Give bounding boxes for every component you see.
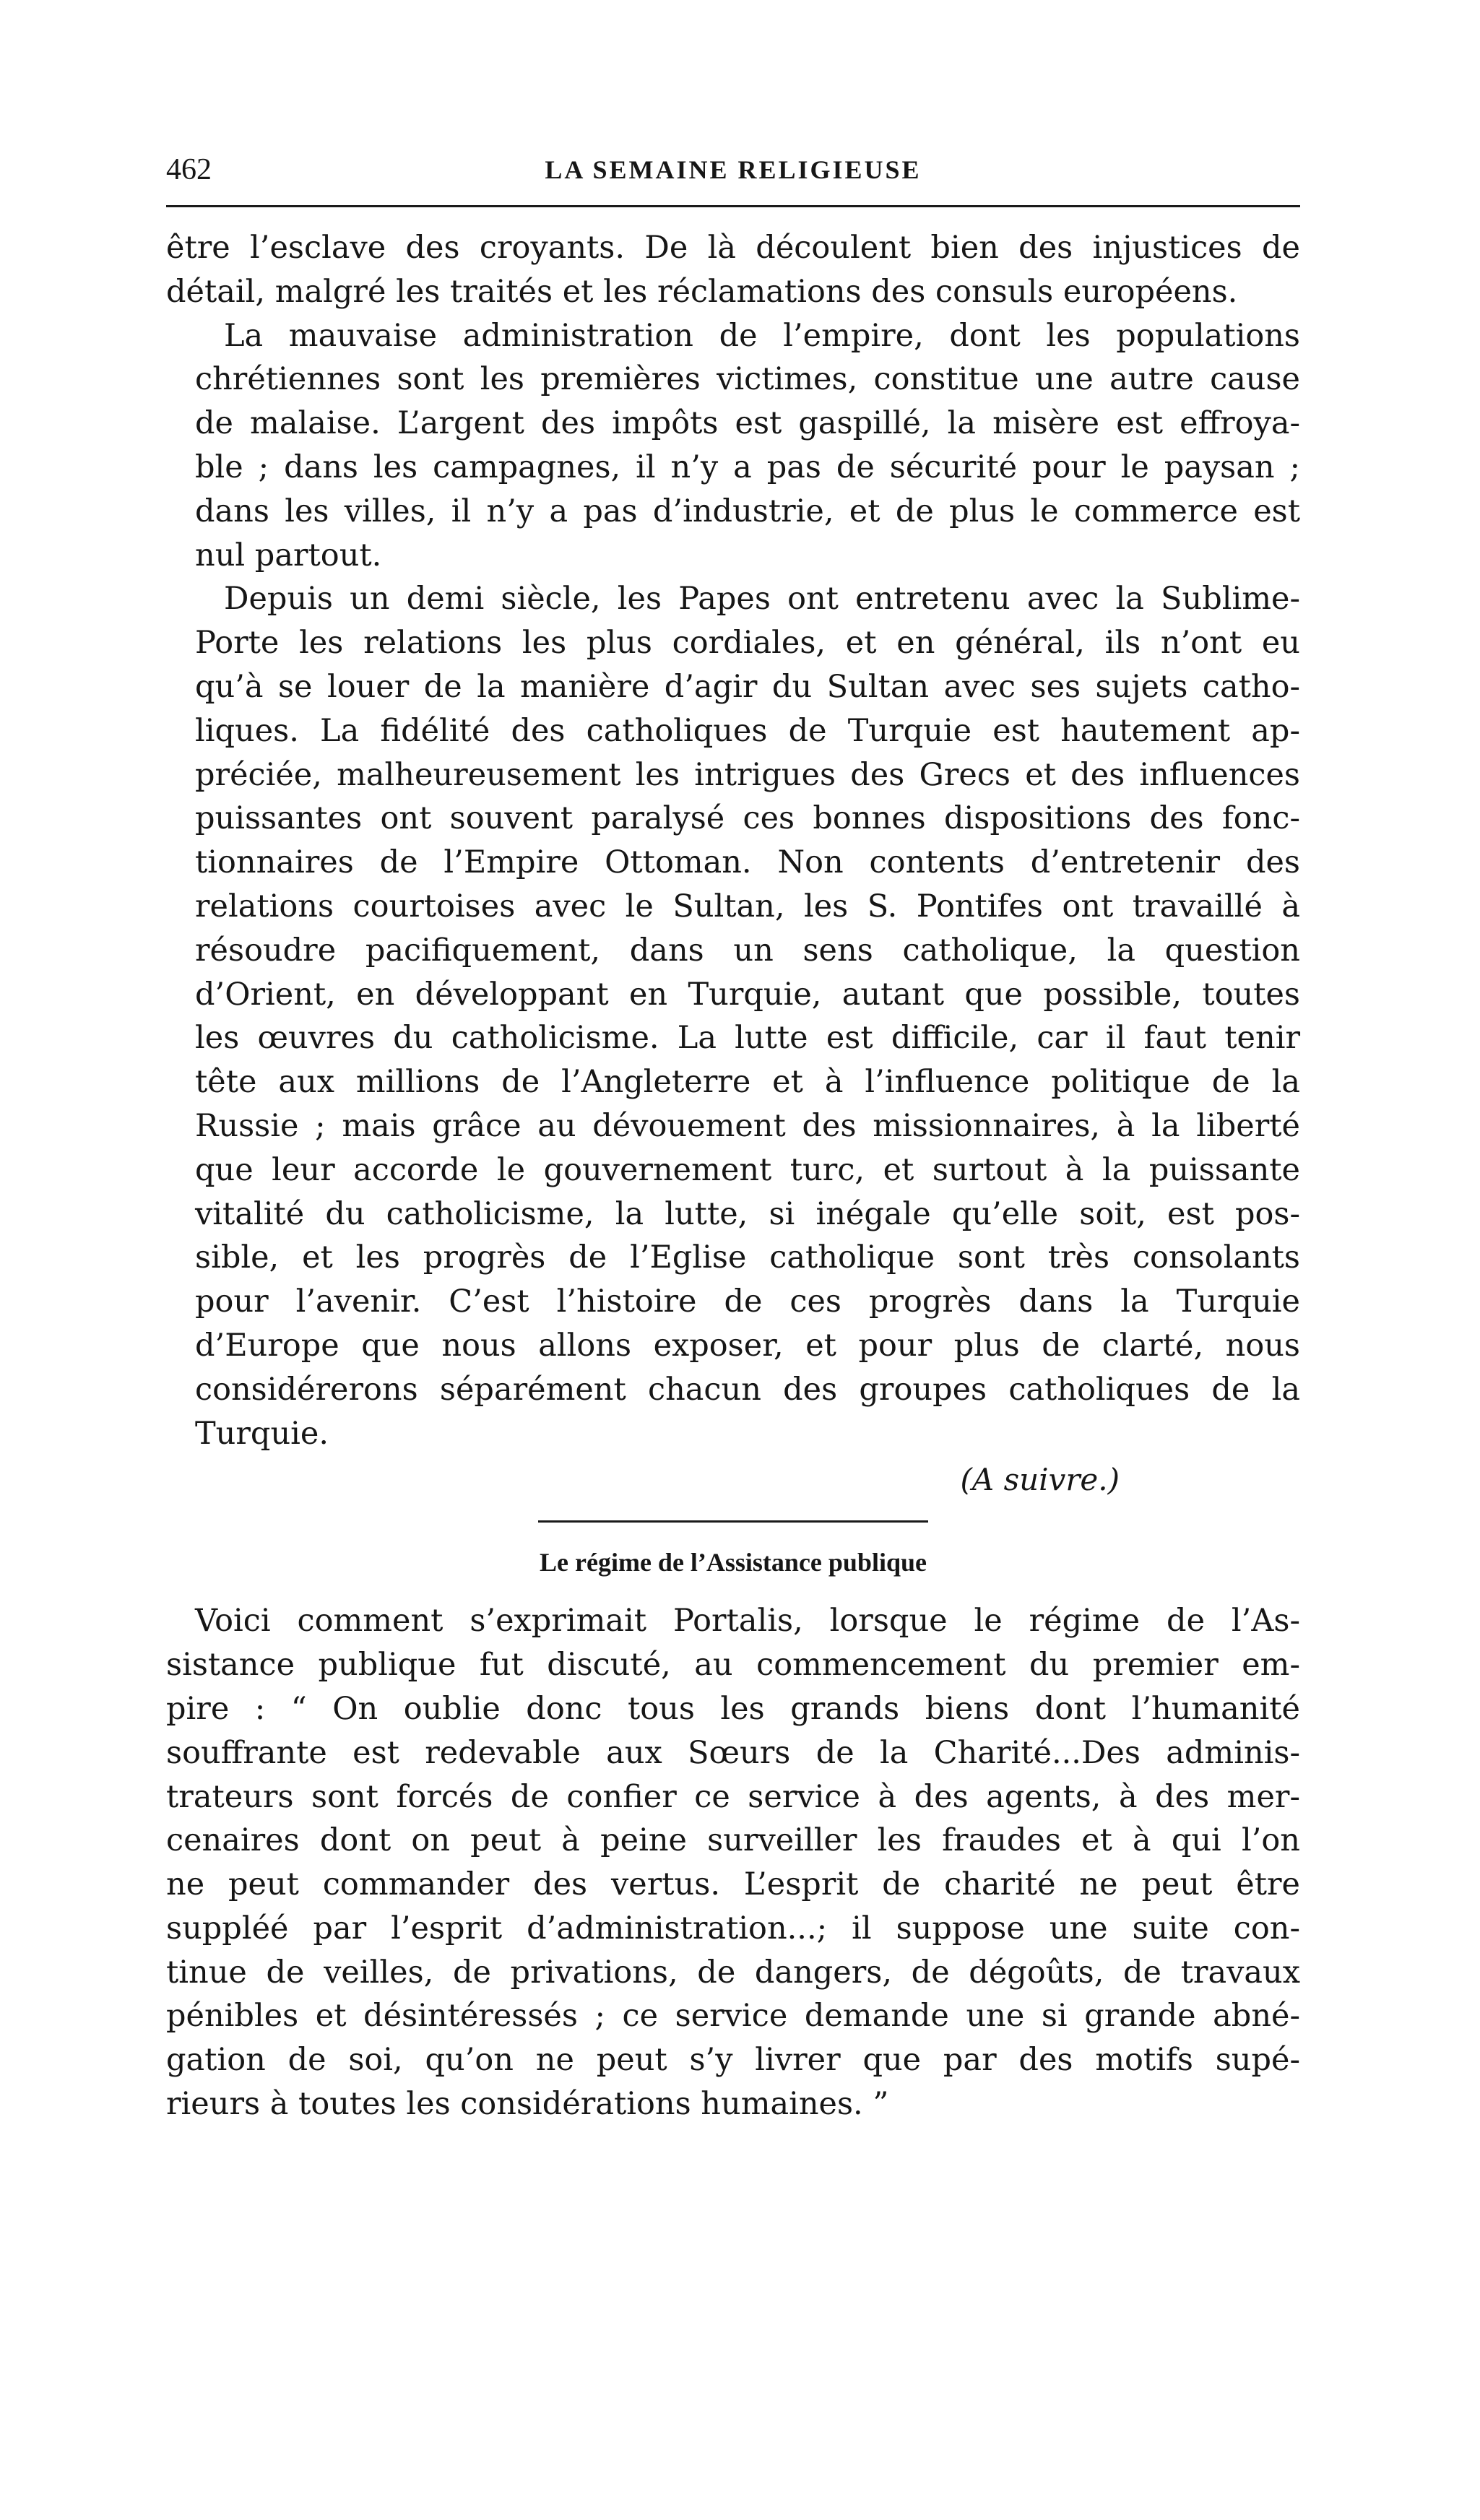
text-line: considérerons séparément chacun des groupes catholiques de la <box>195 1371 1300 1408</box>
text-line: La mauvaise administration de l’empire, dont les populations <box>224 317 1300 354</box>
text-line: sistance publique fut discuté, au commencement du premier em- <box>166 1647 1300 1684</box>
text-line: Depuis un demi siècle, les Papes ont entretenu avec la Sublime- <box>224 581 1300 618</box>
text-line: cenaires dont on peut à peine surveiller les fraudes et à qui l’on <box>166 1822 1300 1859</box>
text-line: d’Europe que nous allons exposer, et pour plus de clarté, nous <box>195 1327 1300 1364</box>
page-header <box>166 144 1300 195</box>
text-line: ne peut commander des vertus. L’esprit de charité ne peut être <box>166 1866 1300 1903</box>
text-line: chrétiennes sont les premières victimes, constitue une autre cause <box>195 361 1300 398</box>
text-line: d’Orient, en développant en Turquie, autant que possible, toutes <box>195 976 1300 1013</box>
paragraph-1 <box>166 226 1300 314</box>
text-line: pour l’avenir. C’est l’histoire de ces progrès dans la Turquie <box>195 1283 1300 1320</box>
text-line: nul partout. <box>195 537 382 573</box>
text-line: que leur accorde le gouvernement turc, et surtout à la puissante <box>195 1151 1300 1188</box>
text-line: de malaise. L’argent des impôts est gaspillé, la misère est effroya- <box>195 405 1300 442</box>
text-line: tinue de veilles, de privations, de dangers, de dégoûts, de travaux <box>166 1954 1300 1991</box>
running-title: LA SEMAINE RELIGIEUSE <box>545 155 922 184</box>
text-line: résoudre pacifiquement, dans un sens catholique, la question <box>195 932 1300 969</box>
text-line: pénibles et désintéressés ; ce service demande une si grande abné- <box>166 1998 1300 2035</box>
text-line: trateurs sont forcés de confier ce service à des agents, à des mer- <box>166 1778 1300 1815</box>
text-line: Voici comment s’exprimait Portalis, lorsque le régime de l’As- <box>195 1603 1300 1640</box>
text-line: vitalité du catholicisme, la lutte, si inégale qu’elle soit, est pos- <box>195 1195 1300 1232</box>
text-line: Turquie. <box>195 1415 329 1452</box>
text-line: souffrante est redevable aux Sœurs de la Charité...Des adminis- <box>166 1734 1300 1771</box>
paragraph-2 <box>166 314 1300 578</box>
text-line: dans les villes, il n’y a pas d’industrie, et de plus le commerce est <box>195 493 1300 529</box>
text-line: qu’à se louer de la manière d’agir du Sultan avec ses sujets catho- <box>195 668 1300 705</box>
section-paragraph <box>166 1599 1300 2126</box>
text-line: préciée, malheureusement les intrigues des Grecs et des influences <box>195 756 1300 793</box>
text-line: suppléé par l’esprit d’administration...; il suppose une suite con- <box>166 1910 1300 1947</box>
text-line: tionnaires de l’Empire Ottoman. Non contents d’entretenir des <box>195 844 1300 881</box>
text-line: rieurs à toutes les considérations humaines. ” <box>166 2086 889 2123</box>
text-line: sible, et les progrès de l’Eglise catholique sont très consolants <box>195 1239 1300 1276</box>
paragraph-3 <box>166 577 1300 1455</box>
section-title: Le régime de l’Assistance publique <box>540 1548 927 1577</box>
text-line: puissantes ont souvent paralysé ces bonnes dispositions des fonc- <box>195 800 1300 837</box>
to-be-continued: (A suivre.) <box>960 1462 1120 1498</box>
text-line: détail, malgré les traités et les réclamations des consuls européens. <box>166 273 1238 310</box>
header-rule <box>166 205 1300 207</box>
section-divider <box>538 1520 928 1523</box>
page-number: 462 <box>166 153 212 186</box>
text-line: ble ; dans les campagnes, il n’y a pas de sécurité pour le paysan ; <box>195 449 1300 485</box>
text-line: tête aux millions de l’Angleterre et à l’influence politique de la <box>195 1064 1300 1101</box>
text-line: Porte les relations les plus cordiales, et en général, ils n’ont eu <box>195 625 1300 662</box>
text-line: pire : “ On oublie donc tous les grands biens dont l’humanité <box>166 1690 1300 1727</box>
book-page <box>166 144 1300 2126</box>
text-line: Russie ; mais grâce au dévouement des missionnaires, à la liberté <box>195 1107 1300 1144</box>
text-line: relations courtoises avec le Sultan, les S. Pontifes ont travaillé à <box>195 888 1300 925</box>
text-line: liques. La fidélité des catholiques de Turquie est hautement ap- <box>195 712 1300 749</box>
text-line: être l’esclave des croyants. De là découlent bien des injustices de <box>166 230 1300 266</box>
text-line: gation de soi, qu’on ne peut s’y livrer que par des motifs supé- <box>166 2042 1300 2079</box>
text-line: les œuvres du catholicisme. La lutte est difficile, car il faut tenir <box>195 1020 1300 1057</box>
